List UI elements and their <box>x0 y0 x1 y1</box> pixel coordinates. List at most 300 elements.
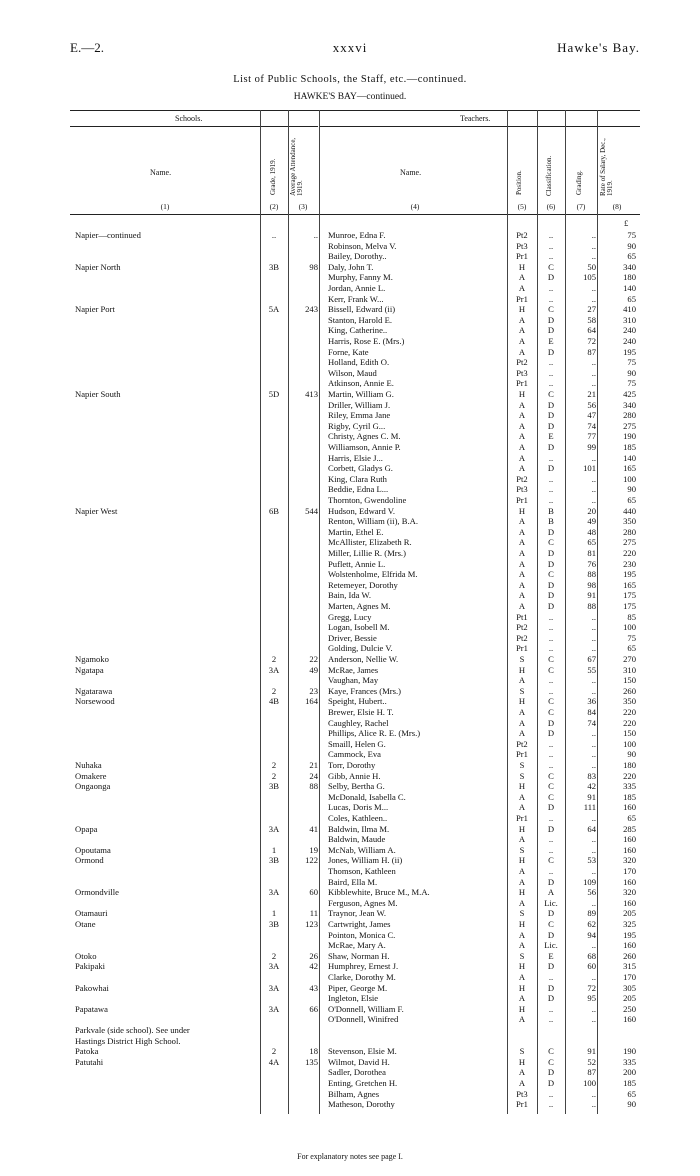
cell-sal: 195 <box>623 346 636 357</box>
cell-sal: 65 <box>627 1088 636 1099</box>
cell-sal: 195 <box>623 569 636 580</box>
cell-sal: 140 <box>623 283 636 293</box>
table-row <box>70 357 640 368</box>
table-row <box>70 368 640 379</box>
cell-pos: A <box>518 399 526 410</box>
table-row <box>70 866 640 877</box>
cell-pos: A <box>518 993 526 1004</box>
cell-name: Murphy, Fanny M. <box>328 272 393 283</box>
cell-pos: A <box>518 579 526 590</box>
cell-name: Golding, Dulcie V. <box>328 643 393 654</box>
cell-school: Napier—continued <box>75 230 141 240</box>
cell-cls: D <box>547 314 555 325</box>
cell-grd: 74 <box>587 420 596 431</box>
cell-sal: 65 <box>627 251 636 262</box>
table-row <box>70 951 640 962</box>
cell-grd: 27 <box>587 304 596 315</box>
cell-cls: Lic. <box>544 897 558 908</box>
cell-sal: 340 <box>623 261 636 272</box>
cell-grd: .. <box>591 813 596 823</box>
cell-sal: 160 <box>623 802 636 813</box>
table-row <box>70 972 640 983</box>
cell-sal: 65 <box>627 495 636 505</box>
cell-cls: D <box>547 410 555 421</box>
cell-cls: B <box>548 516 554 527</box>
cell-sal: 100 <box>623 473 636 484</box>
table-row <box>70 548 640 559</box>
cell-pos: H <box>518 961 526 972</box>
cell-name: Wilson, Maud <box>328 367 377 378</box>
cell-name: Thornton, Gwendoline <box>328 495 407 505</box>
cell-grd: 76 <box>587 558 596 569</box>
cell-att: 42 <box>309 961 318 972</box>
cell-pos: Pr1 <box>516 251 528 262</box>
cell-name: Christy, Agnes C. M. <box>328 431 401 442</box>
cell-name: Ingleton, Elsie <box>328 993 379 1004</box>
cell-sal: 250 <box>623 1003 636 1014</box>
cell-pos: S <box>519 770 525 781</box>
table-row <box>70 283 640 294</box>
cell-cls: E <box>548 336 554 346</box>
cell-cls: .. <box>548 1099 554 1110</box>
cell-name: Holland, Edith O. <box>328 357 390 368</box>
cell-name: Torr, Dorothy <box>328 760 376 770</box>
table-row <box>70 474 640 485</box>
cell-school: Ngamoko <box>75 654 109 664</box>
table-row <box>70 262 640 273</box>
cell-grd: .. <box>591 866 596 876</box>
table-row <box>70 442 640 453</box>
col-grade: Grade, 1919. <box>269 158 277 195</box>
cell-grd: 74 <box>587 717 596 728</box>
cell-grd: 72 <box>587 982 596 993</box>
cell-sal: 160 <box>623 834 636 845</box>
cell-name: Cartwright, James <box>328 919 391 929</box>
table-row <box>70 930 640 941</box>
cell-name: Kibblewhite, Bruce M., M.A. <box>328 887 430 898</box>
cell-name: Phillips, Alice R. E. (Mrs.) <box>328 728 421 739</box>
cell-grd: .. <box>591 760 596 770</box>
cell-grd: 67 <box>587 654 596 664</box>
cell-name: Cammock, Eva <box>328 749 381 760</box>
cell-cls: D <box>547 272 555 283</box>
cell-sal: 65 <box>627 813 636 823</box>
cell-grd: 81 <box>587 548 596 558</box>
cell-pos: H <box>518 505 526 516</box>
cell-grade: 2 <box>271 760 277 770</box>
cell-cls: .. <box>548 357 554 368</box>
cell-cls: C <box>548 569 554 580</box>
cell-pos: H <box>518 781 526 792</box>
cell-cls: C <box>548 781 554 792</box>
table-row <box>70 1014 640 1025</box>
cell-name: Smaill, Helen G. <box>328 738 386 749</box>
cell-cls: .. <box>548 760 554 770</box>
table-row <box>70 400 640 411</box>
cell-grd: .. <box>591 685 596 696</box>
table-row <box>70 463 640 474</box>
table-row <box>70 675 640 686</box>
cell-cls: D <box>547 548 555 558</box>
cell-name: Anderson, Nellie W. <box>328 654 399 664</box>
cell-grd: .. <box>591 495 596 505</box>
col-attendance: Average Attendance, 1919. <box>289 137 304 196</box>
cell-grd: .. <box>591 844 596 855</box>
cell-pos: H <box>518 823 526 834</box>
cell-name: McRae, James <box>328 664 379 675</box>
cell-grd: .. <box>591 972 596 982</box>
cell-pos: Pr1 <box>516 813 528 823</box>
cell-name: Sadler, Dorothea <box>328 1067 386 1078</box>
cell-school: Napier South <box>75 389 121 399</box>
cell-sal: 185 <box>623 442 636 452</box>
cell-pos: H <box>518 1003 526 1014</box>
page-number: xxxvi <box>332 40 368 55</box>
cell-school: Papatawa <box>75 1003 108 1014</box>
table-row <box>70 802 640 813</box>
cell-pos: A <box>518 1078 526 1088</box>
cell-grd: .. <box>591 834 596 845</box>
cell-name: Logan, Isobell M. <box>328 622 390 633</box>
table-row <box>70 495 640 506</box>
cell-pos: A <box>518 431 526 442</box>
cell-cls: D <box>547 876 555 887</box>
cell-cls: .. <box>548 283 554 293</box>
cell-grd: .. <box>591 940 596 951</box>
cell-grd: .. <box>591 357 596 368</box>
cell-pos: A <box>518 516 526 527</box>
cell-pos: S <box>519 908 525 919</box>
cell-att: 23 <box>309 685 318 696</box>
cell-pos: H <box>518 261 526 272</box>
table-row <box>70 940 640 951</box>
cell-sal: 170 <box>623 972 636 982</box>
cell-sal: 75 <box>627 378 636 389</box>
cell-att: 164 <box>305 696 318 707</box>
cell-sal: 165 <box>623 579 636 590</box>
cell-sal: 410 <box>623 304 636 315</box>
cell-grd: 47 <box>587 410 596 421</box>
cell-cls: .. <box>548 495 554 505</box>
cell-cls: D <box>547 929 555 940</box>
table-row <box>70 569 640 580</box>
cell-pos: A <box>518 314 526 325</box>
cell-grd: .. <box>591 738 596 749</box>
cell-cls: D <box>547 526 555 537</box>
table-row <box>70 506 640 517</box>
cell-sal: 260 <box>623 685 636 696</box>
cell-name: Matheson, Dorothy <box>328 1099 395 1110</box>
cell-cls: .. <box>548 611 554 622</box>
cell-pos: A <box>518 336 526 346</box>
cell-cls: D <box>547 346 555 357</box>
cell-sal: 440 <box>623 505 636 516</box>
cell-name: Renton, William (ii), B.A. <box>328 516 418 527</box>
col-classification: Classification. <box>545 155 553 196</box>
table-row <box>70 718 640 729</box>
table-row <box>70 601 640 612</box>
cell-name: Humphrey, Ernest J. <box>328 961 399 972</box>
cell-pos: H <box>518 919 526 929</box>
cell-att: 122 <box>305 855 318 866</box>
table-row <box>70 622 640 633</box>
cell-sal: 190 <box>623 1046 636 1057</box>
page-ref: E.—2. <box>70 40 104 55</box>
cell-sal: 270 <box>623 654 636 664</box>
table-row <box>70 919 640 930</box>
col-num-3: (3) <box>298 202 308 211</box>
cell-sal: 220 <box>623 707 636 717</box>
cell-sal: 140 <box>623 452 636 463</box>
cell-pos: Pr1 <box>516 643 528 654</box>
currency-symbol: £ <box>624 218 629 228</box>
cell-name: Speight, Hubert.. <box>328 696 387 707</box>
cell-pos: Pt2 <box>516 473 528 484</box>
cell-cls: .. <box>548 738 554 749</box>
cell-name: Beddie, Edna L... <box>328 484 389 495</box>
cell-pos: A <box>518 929 526 940</box>
cell-cls: .. <box>548 866 554 876</box>
table-row <box>70 961 640 972</box>
cell-sal: 350 <box>623 696 636 707</box>
cell-school: Pakowhai <box>75 982 109 993</box>
cell-name: Miller, Lillie R. (Mrs.) <box>328 548 406 558</box>
cell-cls: .. <box>548 1003 554 1014</box>
cell-name: Baldwin, Maude <box>328 834 386 845</box>
cell-grd: 56 <box>587 887 596 898</box>
schools-group-header: Schools. <box>175 114 203 123</box>
table-row <box>70 1004 640 1015</box>
cell-cls: C <box>548 261 554 272</box>
cell-name: McAllister, Elizabeth R. <box>328 537 412 548</box>
cell-sal: 150 <box>623 675 636 686</box>
cell-pos: S <box>519 844 525 855</box>
cell-grd: 72 <box>587 336 596 346</box>
cell-grd: 101 <box>583 463 596 474</box>
cell-pos: A <box>518 420 526 431</box>
cell-cls: .. <box>548 675 554 686</box>
cell-grd: 95 <box>587 993 596 1004</box>
cell-grd: 36 <box>587 696 596 707</box>
cell-grd: 88 <box>587 569 596 580</box>
cell-cls: .. <box>548 230 554 240</box>
cell-cls: C <box>548 1056 554 1067</box>
cell-grade: 6B <box>268 505 280 516</box>
cell-cls: D <box>547 601 555 611</box>
cell-sal: 85 <box>627 611 636 622</box>
cell-att: 413 <box>305 389 318 399</box>
cell-grd: 105 <box>583 272 596 283</box>
cell-pos: Pt3 <box>516 484 528 495</box>
table-row <box>70 580 640 591</box>
cell-att: 243 <box>305 304 318 315</box>
cell-name: Retemeyer, Dorothy <box>328 579 398 590</box>
cell-att: 24 <box>309 770 318 781</box>
cell-name: Driver, Bessie <box>328 632 377 643</box>
cell-grd: .. <box>591 367 596 378</box>
table-row <box>70 792 640 803</box>
table-row <box>70 527 640 538</box>
cell-att: 18 <box>309 1046 318 1057</box>
schools-group-rule <box>70 126 318 127</box>
cell-school: Nuhaka <box>75 760 102 770</box>
cell-name: Lucas, Doris M... <box>328 802 389 813</box>
cell-cls: .. <box>548 240 554 251</box>
col-num-7: (7) <box>576 202 586 211</box>
cell-school: Otamauri <box>75 908 108 919</box>
cell-grd: .. <box>591 749 596 760</box>
cell-grade: 1 <box>271 844 277 855</box>
cell-name: Enting, Gretchen H. <box>328 1078 398 1088</box>
cell-school: Napier North <box>75 261 121 272</box>
cell-grd: .. <box>591 897 596 908</box>
cell-cls: C <box>548 855 554 866</box>
table-row <box>70 887 640 898</box>
col-position: Position. <box>515 170 523 195</box>
cell-grd: 49 <box>587 516 596 527</box>
cell-name: Coles, Kathleen.. <box>328 813 388 823</box>
cell-grd: .. <box>591 283 596 293</box>
cell-pos: A <box>518 463 526 474</box>
cell-att: 41 <box>309 823 318 834</box>
cell-pos: A <box>518 972 526 982</box>
cell-sal: 90 <box>627 1099 636 1110</box>
cell-grd: .. <box>591 1099 596 1110</box>
cell-pos: Pt2 <box>516 230 528 240</box>
table-row <box>70 983 640 994</box>
cell-grd: 60 <box>587 961 596 972</box>
cell-name: Puflett, Annie L. <box>328 558 386 569</box>
cell-cls: .. <box>548 293 554 304</box>
cell-cls: .. <box>548 643 554 654</box>
region-header: Hawke's Bay. <box>557 40 640 55</box>
table-row <box>70 241 640 252</box>
cell-grade: 4A <box>268 1056 280 1067</box>
cell-sal: 205 <box>623 908 636 919</box>
cell-pos: Pr1 <box>516 1099 528 1110</box>
cell-grd: 100 <box>583 1078 596 1088</box>
cell-name: Bain, Ida W. <box>328 590 371 601</box>
cell-cls: D <box>547 420 555 431</box>
cell-grade: 3A <box>268 982 280 993</box>
cell-att: 49 <box>309 664 318 675</box>
cell-pos: Pr1 <box>516 378 528 389</box>
table-row <box>70 633 640 644</box>
cell-grd: .. <box>591 230 596 240</box>
table-row <box>70 1057 640 1068</box>
cell-name: Bissell, Edward (ii) <box>328 304 396 315</box>
cell-grade: 3B <box>268 781 280 792</box>
cell-att: 123 <box>305 919 318 929</box>
table-row <box>70 728 640 739</box>
col-num-2: (2) <box>269 202 279 211</box>
table-row <box>70 453 640 464</box>
cell-sal: 340 <box>623 399 636 410</box>
cell-pos: A <box>518 601 526 611</box>
cell-pos: Pt1 <box>516 611 528 622</box>
col-salary: Rate of Salary, Dec., 1919. <box>599 138 614 196</box>
table-row <box>70 1099 640 1110</box>
cell-sal: 425 <box>623 389 636 399</box>
cell-cls: D <box>547 399 555 410</box>
cell-grade: 3B <box>268 919 280 929</box>
cell-pos: A <box>518 452 526 463</box>
cell-grd: 77 <box>587 431 596 442</box>
cell-sal: 175 <box>623 601 636 611</box>
cell-pos: H <box>518 982 526 993</box>
cell-grade: 3A <box>268 1003 280 1014</box>
cell-pos: A <box>518 325 526 336</box>
cell-pos: H <box>518 696 526 707</box>
table-row <box>70 845 640 856</box>
table-row <box>70 304 640 315</box>
cell-grd: .. <box>591 675 596 686</box>
cell-name: Daly, John T. <box>328 261 374 272</box>
table-row <box>70 431 640 442</box>
cell-sal: 305 <box>623 982 636 993</box>
cell-school: Pakipaki <box>75 961 106 972</box>
table-row <box>70 813 640 824</box>
table-row <box>70 336 640 347</box>
cell-grd: 83 <box>587 770 596 781</box>
cell-cls: Lic. <box>544 940 558 951</box>
cell-name: O'Donnell, William F. <box>328 1003 404 1014</box>
cell-school: Otoko <box>75 950 97 961</box>
cell-name: Brewer, Elsie H. T. <box>328 707 394 717</box>
cell-school: Otane <box>75 919 96 929</box>
cell-school: Napier West <box>75 505 118 516</box>
cell-sal: 205 <box>623 993 636 1004</box>
cell-sal: 160 <box>623 876 636 887</box>
cell-sal: 100 <box>623 622 636 633</box>
cell-sal: 160 <box>623 844 636 855</box>
cell-sal: 275 <box>623 537 636 548</box>
cell-name: Clarke, Dorothy M. <box>328 972 396 982</box>
cell-pos: A <box>518 897 526 908</box>
cell-cls: C <box>548 770 554 781</box>
cell-school: Hastings District High School. <box>75 1035 181 1046</box>
cell-name: Atkinson, Annie E. <box>328 378 394 389</box>
cell-grade: 3A <box>268 961 280 972</box>
header-bottom-rule <box>70 214 640 215</box>
cell-pos: A <box>518 876 526 887</box>
cell-grd: .. <box>591 452 596 463</box>
cell-name: Selby, Bertha G. <box>328 781 385 792</box>
cell-pos: A <box>518 940 526 951</box>
cell-cls: .. <box>548 685 554 696</box>
table-row <box>70 1025 640 1036</box>
cell-att: 26 <box>309 950 318 961</box>
cell-name: Shaw, Norman H. <box>328 950 390 961</box>
cell-school: Patutahi <box>75 1056 104 1067</box>
cell-name: Bailey, Dorothy.. <box>328 251 387 262</box>
cell-cls: B <box>548 505 554 516</box>
table-row <box>70 824 640 835</box>
cell-name: Jordan, Annie L. <box>328 283 386 293</box>
table-row <box>70 781 640 792</box>
cell-pos: H <box>518 1056 526 1067</box>
cell-pos: S <box>519 760 525 770</box>
cell-name: King, Catherine.. <box>328 325 388 336</box>
cell-sal: 75 <box>627 230 636 240</box>
cell-sal: 165 <box>623 463 636 474</box>
table-row <box>70 315 640 326</box>
table-row <box>70 834 640 845</box>
page-title: List of Public Schools, the Staff, etc.—continued. <box>233 74 467 85</box>
cell-pos: Pt2 <box>516 622 528 633</box>
cell-grd: 87 <box>587 346 596 357</box>
cell-pos: H <box>518 389 526 399</box>
